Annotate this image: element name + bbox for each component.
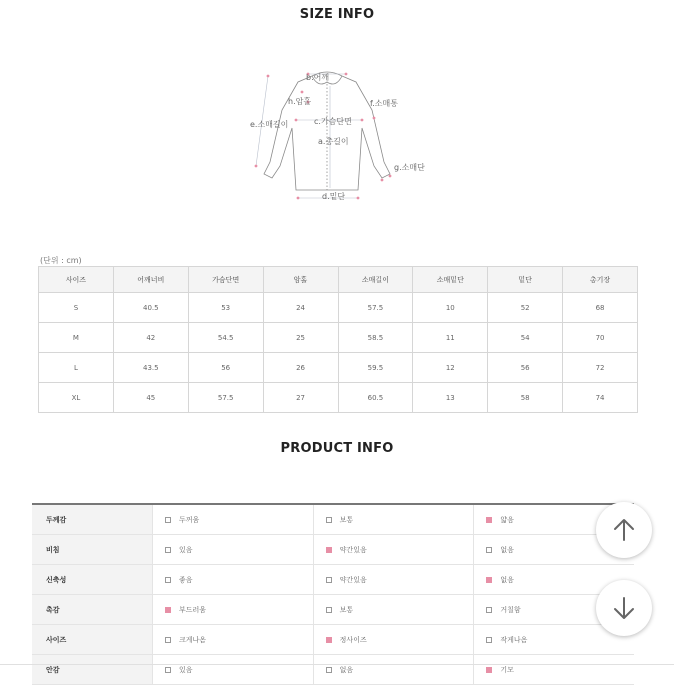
checkbox-checked-icon <box>165 607 171 613</box>
table-cell: 25 <box>263 323 338 353</box>
arrow-down-icon <box>613 596 635 620</box>
option-label: 작게나옴 <box>500 635 528 644</box>
table-cell: 74 <box>563 383 638 413</box>
row-label: 두께감 <box>32 505 153 534</box>
label-hem: d.밑단 <box>322 192 346 201</box>
col-sleeve-hem: 소매밑단 <box>413 267 488 293</box>
table-cell: 70 <box>563 323 638 353</box>
product-row-texture <box>32 595 634 625</box>
table-cell: 56 <box>488 353 563 383</box>
table-cell: 10 <box>413 293 488 323</box>
checkbox-icon <box>486 547 492 553</box>
label-total-length: a.총길이 <box>318 137 349 146</box>
option-label: 정사이즈 <box>339 635 367 644</box>
label-armhole: h.암홀 <box>288 97 312 106</box>
size-info-title: SIZE INFO <box>299 7 375 22</box>
checkbox-icon <box>326 607 332 613</box>
option-label: 있음 <box>179 665 193 674</box>
product-info-table <box>32 503 634 685</box>
table-cell: 54.5 <box>188 323 263 353</box>
option-cell <box>153 625 314 654</box>
scroll-down-button[interactable] <box>596 580 652 636</box>
table-row <box>39 383 638 413</box>
option-label: 없음 <box>339 665 354 674</box>
checkbox-icon <box>165 667 171 673</box>
label-sleeve-hem: g.소매단 <box>394 163 425 172</box>
option-label: 약간있음 <box>339 575 367 584</box>
option-label: 부드러움 <box>179 605 207 614</box>
option-label: 크게나옴 <box>179 635 207 644</box>
table-cell: L <box>39 353 114 383</box>
option-label: 거칠함 <box>500 605 521 614</box>
scroll-up-button[interactable] <box>596 502 652 558</box>
arrow-up-icon <box>613 518 635 542</box>
option-cell <box>474 655 634 684</box>
table-cell: 27 <box>263 383 338 413</box>
checkbox-icon <box>326 577 332 583</box>
product-row-elasticity <box>32 565 634 595</box>
checkbox-icon <box>326 667 332 673</box>
table-cell: 52 <box>488 293 563 323</box>
table-cell: 43.5 <box>113 353 188 383</box>
checkbox-icon <box>165 637 171 643</box>
table-row <box>39 353 638 383</box>
option-label: 기모 <box>500 665 514 674</box>
option-cell <box>153 505 314 534</box>
checkbox-checked-icon <box>326 637 332 643</box>
table-cell: 57.5 <box>188 383 263 413</box>
option-label: 없음 <box>500 575 514 584</box>
option-cell <box>314 505 475 534</box>
col-total-length: 총기장 <box>563 267 638 293</box>
table-cell: 26 <box>263 353 338 383</box>
row-label: 비침 <box>32 535 153 564</box>
product-row-thickness <box>32 503 634 535</box>
checkbox-icon <box>486 637 492 643</box>
checkbox-icon <box>326 517 332 523</box>
row-label: 사이즈 <box>32 625 153 654</box>
col-armhole: 암홀 <box>263 267 338 293</box>
table-cell: 45 <box>113 383 188 413</box>
table-cell: XL <box>39 383 114 413</box>
checkbox-icon <box>486 607 492 613</box>
col-hem: 밑단 <box>488 267 563 293</box>
option-label: 보통 <box>339 605 354 614</box>
option-label: 두꺼움 <box>179 515 200 524</box>
table-cell: 40.5 <box>113 293 188 323</box>
size-table-header-row <box>39 267 638 293</box>
bottom-divider <box>0 664 674 665</box>
table-cell: 59.5 <box>338 353 413 383</box>
option-label: 없음 <box>500 545 514 554</box>
option-label: 있음 <box>179 545 193 554</box>
option-cell <box>314 535 475 564</box>
checkbox-icon <box>165 517 171 523</box>
product-row-sheerness <box>32 535 634 565</box>
table-cell: 58 <box>488 383 563 413</box>
row-label: 촉감 <box>32 595 153 624</box>
label-shoulder: b.어깨 <box>306 73 330 82</box>
checkbox-icon <box>165 577 171 583</box>
unit-note: (단위 : cm) <box>40 256 82 265</box>
option-cell <box>314 595 475 624</box>
col-shoulder: 어깨너비 <box>113 267 188 293</box>
option-label: 보통 <box>339 515 354 524</box>
table-cell: 68 <box>563 293 638 323</box>
option-cell <box>153 595 314 624</box>
option-label: 약간있음 <box>339 545 367 554</box>
table-cell: 56 <box>188 353 263 383</box>
option-cell <box>153 565 314 594</box>
option-cell <box>314 655 475 684</box>
product-info-title: PRODUCT INFO <box>280 441 394 456</box>
table-cell: 42 <box>113 323 188 353</box>
option-cell <box>153 535 314 564</box>
col-chest: 가슴단면 <box>188 267 263 293</box>
table-row <box>39 293 638 323</box>
option-label: 얇음 <box>500 515 514 524</box>
table-cell: 12 <box>413 353 488 383</box>
checkbox-checked-icon <box>486 577 492 583</box>
col-size: 사이즈 <box>39 267 114 293</box>
option-cell <box>314 625 475 654</box>
col-sleeve-length: 소매길이 <box>338 267 413 293</box>
checkbox-icon <box>165 547 171 553</box>
product-row-fit <box>32 625 634 655</box>
table-cell: 57.5 <box>338 293 413 323</box>
table-cell: 58.5 <box>338 323 413 353</box>
row-label: 안감 <box>32 655 153 684</box>
checkbox-checked-icon <box>486 517 492 523</box>
checkbox-checked-icon <box>326 547 332 553</box>
table-row <box>39 323 638 353</box>
table-cell: M <box>39 323 114 353</box>
label-sleeve-length: e.소매길이 <box>250 120 289 129</box>
checkbox-checked-icon <box>486 667 492 673</box>
label-chest: c.가슴단면 <box>314 117 352 126</box>
option-label: 좋음 <box>179 575 193 584</box>
table-cell: 11 <box>413 323 488 353</box>
table-cell: 13 <box>413 383 488 413</box>
product-row-lining <box>32 655 634 685</box>
table-cell: S <box>39 293 114 323</box>
table-cell: 54 <box>488 323 563 353</box>
table-cell: 60.5 <box>338 383 413 413</box>
option-cell <box>153 655 314 684</box>
table-cell: 72 <box>563 353 638 383</box>
table-cell: 24 <box>263 293 338 323</box>
row-label: 신축성 <box>32 565 153 594</box>
table-cell: 53 <box>188 293 263 323</box>
option-cell <box>314 565 475 594</box>
size-table <box>38 266 638 413</box>
garment-diagram <box>240 62 440 212</box>
label-sleeve-width: f.소매통 <box>370 99 398 108</box>
